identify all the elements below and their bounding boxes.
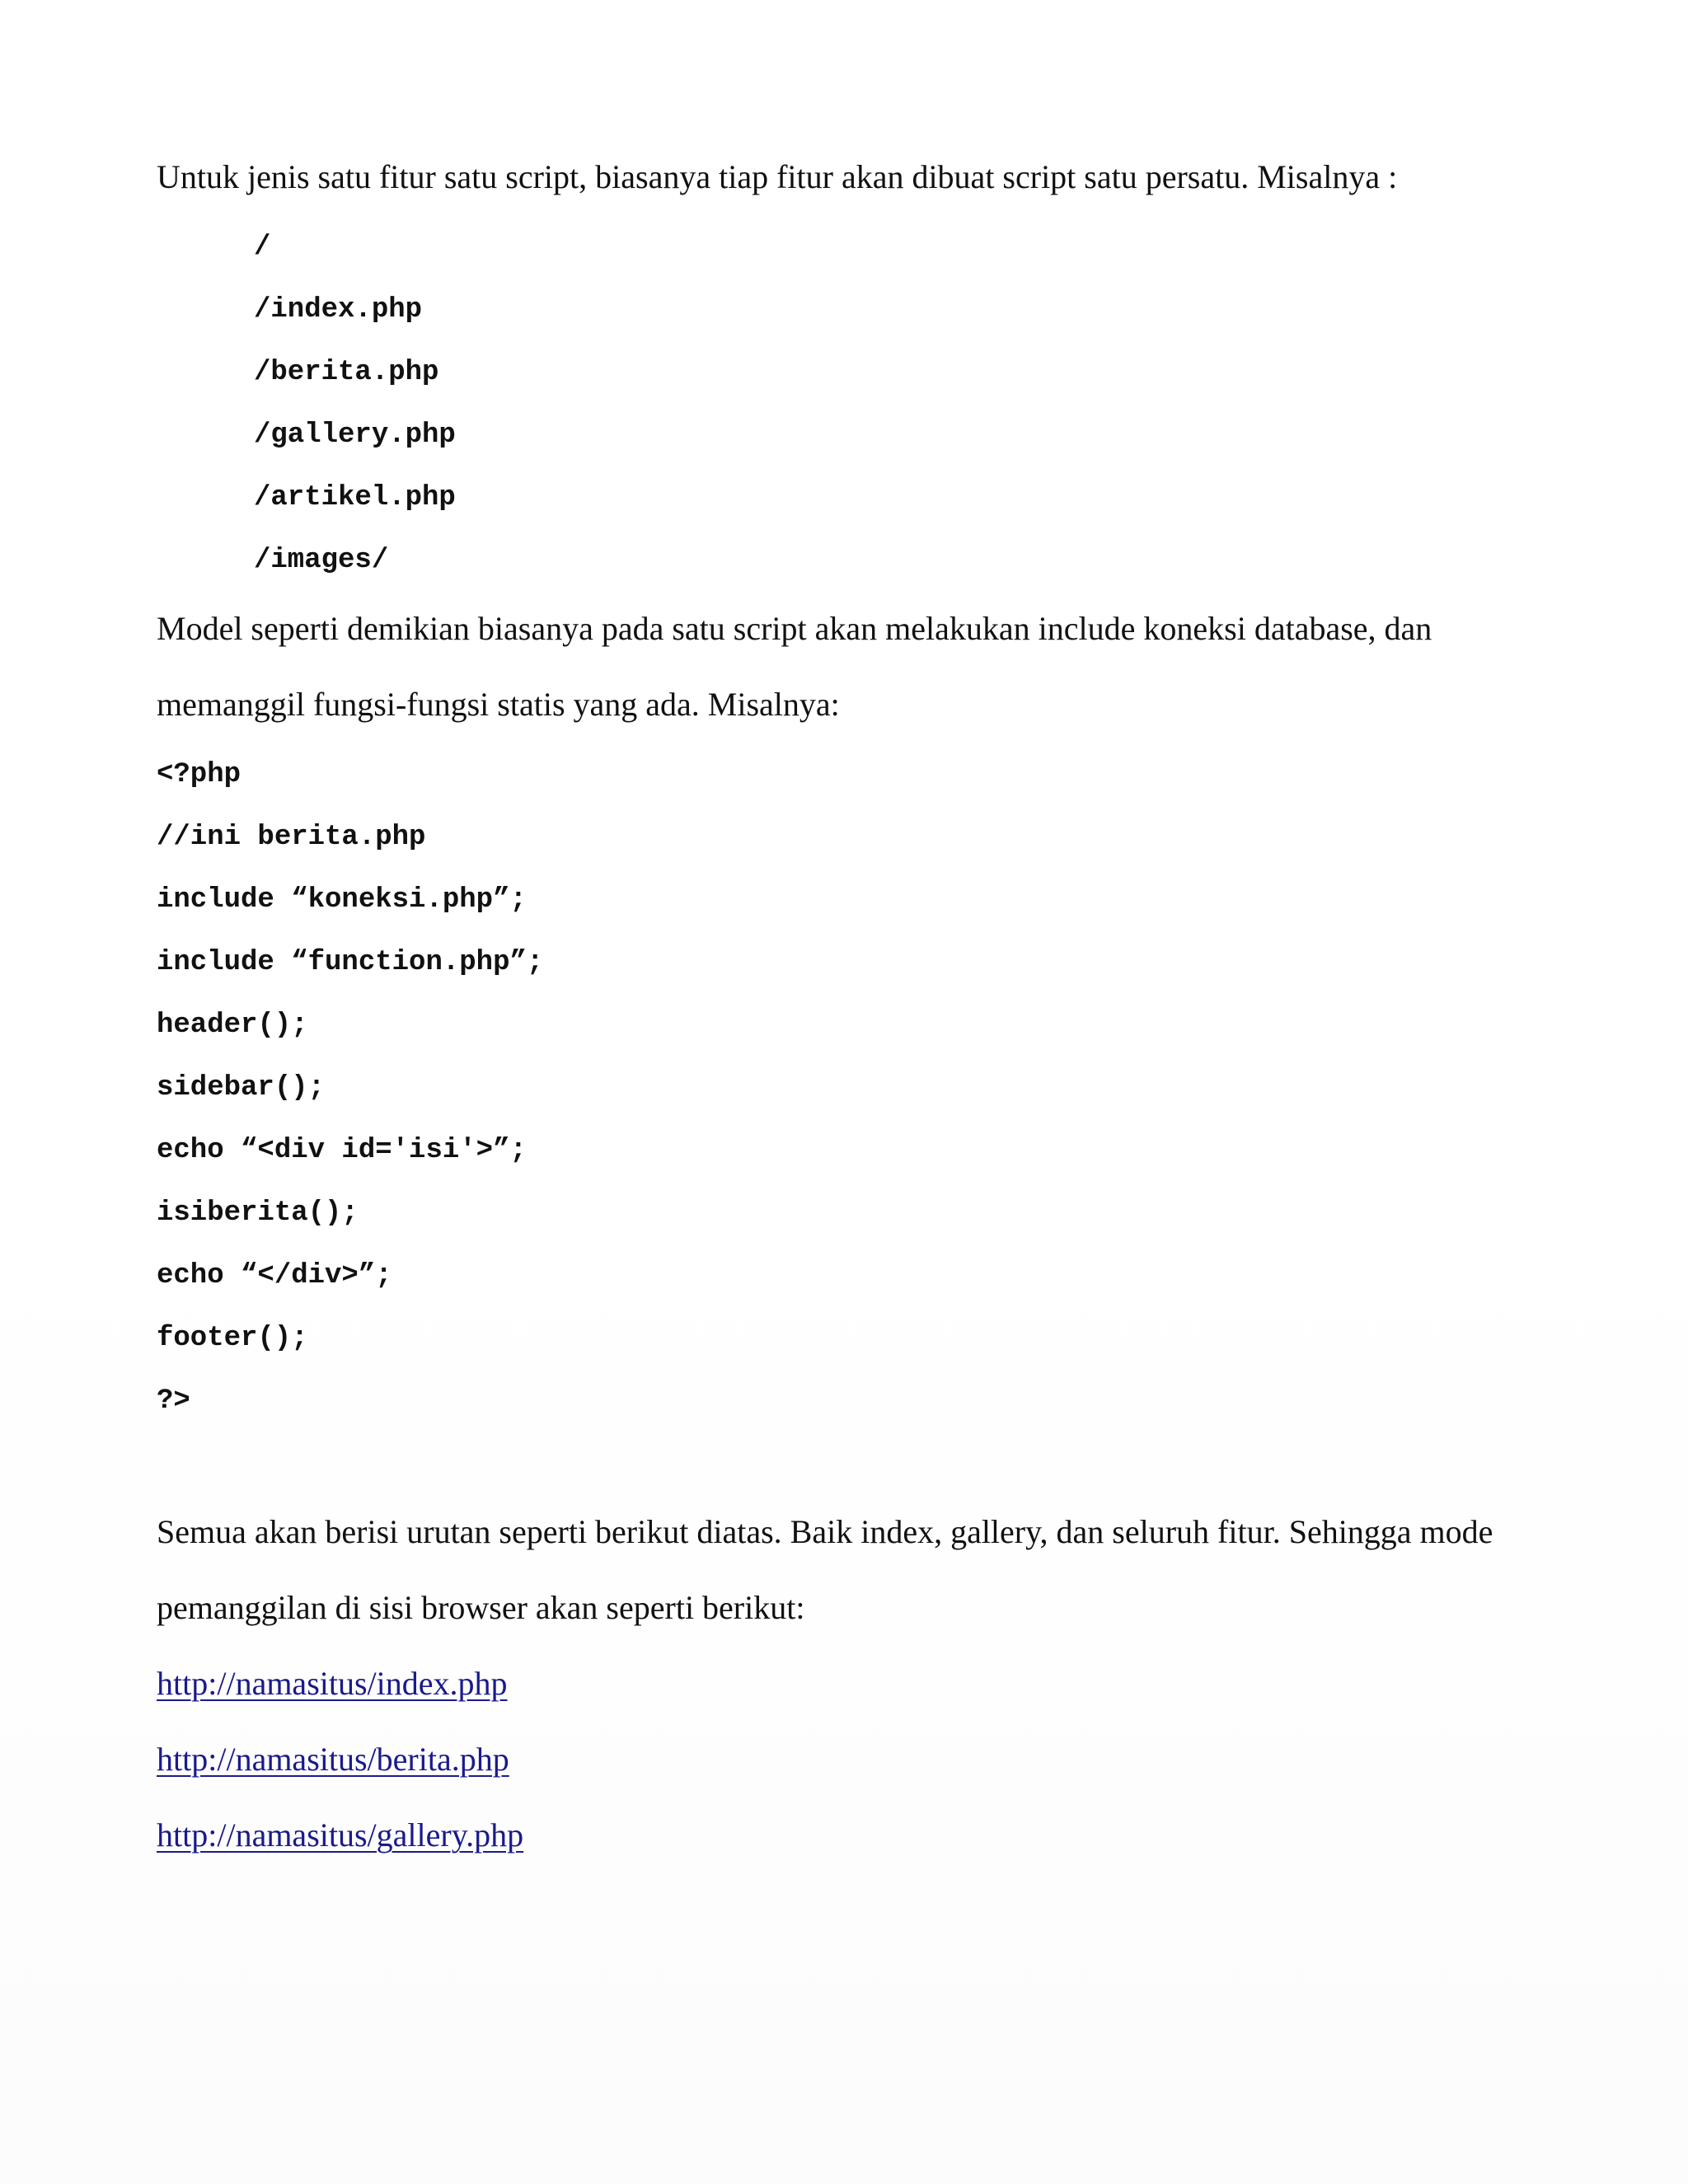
semua-paragraph-line-2: pemanggilan di sisi browser akan seperti berikut: xyxy=(157,1589,805,1626)
semua-paragraph-line-1: Semua akan berisi urutan seperti berikut diatas. Baik index, gallery, dan seluruh fitur. Sehingga mode xyxy=(157,1513,1493,1550)
code-line: isiberita(); xyxy=(157,1197,359,1229)
file-list-item: /gallery.php xyxy=(254,419,456,451)
link-berita[interactable]: http://namasitus/berita.php xyxy=(157,1741,509,1778)
file-list-item: /index.php xyxy=(254,294,423,326)
code-line: echo “<div id='isi'>”; xyxy=(157,1135,527,1166)
intro-paragraph: Untuk jenis satu fitur satu script, biasanya tiap fitur akan dibuat script satu persatu. Misalnya : xyxy=(157,158,1398,195)
code-line: ?> xyxy=(157,1385,190,1417)
code-line: sidebar(); xyxy=(157,1072,326,1104)
code-line: //ini berita.php xyxy=(157,822,426,853)
file-list-item: /images/ xyxy=(254,545,389,576)
file-list-item: /artikel.php xyxy=(254,482,456,513)
code-line: footer(); xyxy=(157,1323,308,1354)
model-paragraph-line-1: Model seperti demikian biasanya pada satu script akan melakukan include koneksi database, dan xyxy=(157,610,1432,647)
link-gallery[interactable]: http://namasitus/gallery.php xyxy=(157,1816,524,1854)
model-paragraph-line-2: memanggil fungsi-fungsi statis yang ada. Misalnya: xyxy=(157,686,840,723)
file-list-item: / xyxy=(254,232,271,263)
code-line: include “koneksi.php”; xyxy=(157,884,527,916)
file-list-item: /berita.php xyxy=(254,357,439,388)
link-index[interactable]: http://namasitus/index.php xyxy=(157,1665,508,1702)
code-line: echo “</div>”; xyxy=(157,1260,392,1291)
code-line: <?php xyxy=(157,759,241,790)
code-line: header(); xyxy=(157,1010,308,1041)
code-line: include “function.php”; xyxy=(157,947,544,978)
